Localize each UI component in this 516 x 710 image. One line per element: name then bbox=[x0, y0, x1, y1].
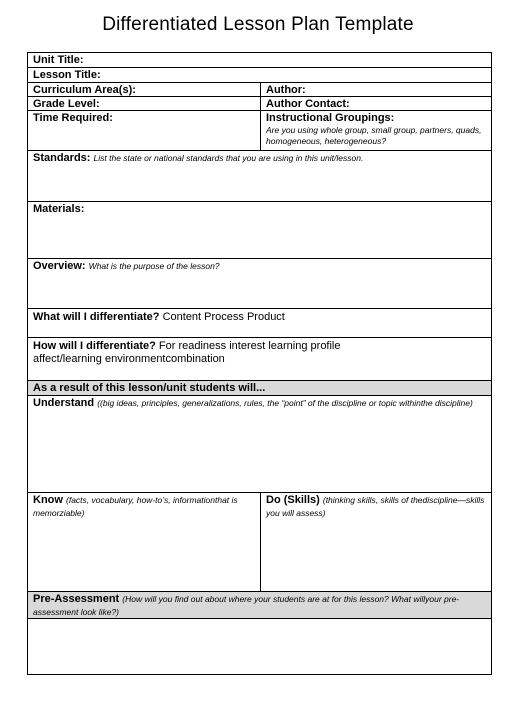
know-do-row bbox=[28, 493, 491, 592]
author-label[interactable]: Author: bbox=[266, 84, 306, 96]
do-skills-cell[interactable] bbox=[261, 493, 491, 591]
result-header-row bbox=[28, 381, 491, 396]
result-header-label: As a result of this lesson/unit students will... bbox=[33, 382, 266, 394]
differentiate-what-cell[interactable] bbox=[28, 309, 491, 337]
curriculum-label[interactable]: Curriculum Area(s): bbox=[28, 83, 261, 96]
unit-title-label[interactable]: Unit Title: bbox=[33, 54, 84, 66]
time-required-label: Time Required: bbox=[33, 112, 113, 124]
know-label: Know bbox=[33, 494, 63, 506]
differentiate-how-row bbox=[28, 338, 491, 381]
understand-cell[interactable] bbox=[28, 396, 491, 492]
author-contact-label[interactable]: Author Contact: bbox=[266, 98, 350, 110]
understand-label: Understand bbox=[33, 397, 95, 409]
lesson-plan-table bbox=[27, 52, 492, 675]
lesson-title-label[interactable]: Lesson Title: bbox=[33, 69, 101, 81]
differentiate-what-label: What will I differentiate? bbox=[33, 311, 160, 323]
overview-cell[interactable] bbox=[28, 259, 491, 308]
time-required-cell[interactable] bbox=[28, 111, 261, 150]
know-cell[interactable] bbox=[28, 493, 261, 591]
standards-cell[interactable] bbox=[28, 151, 491, 201]
grade-row bbox=[28, 97, 491, 111]
overview-row bbox=[28, 259, 491, 309]
unit-title-row bbox=[28, 53, 491, 68]
do-skills-label: Do (Skills) bbox=[266, 494, 320, 506]
differentiate-what-options: Content Process Product bbox=[162, 311, 285, 323]
differentiate-how-cell[interactable] bbox=[28, 338, 491, 380]
curriculum-row bbox=[28, 83, 491, 97]
standards-hint: List the state or national standards that you are using in this unit/lesson. bbox=[93, 153, 364, 163]
preassessment-answer-cell[interactable] bbox=[28, 619, 491, 674]
differentiate-how-label: How will I differentiate? bbox=[33, 340, 156, 352]
materials-cell[interactable] bbox=[28, 202, 491, 258]
standards-label: Standards: bbox=[33, 152, 91, 164]
preassessment-header-row bbox=[28, 592, 491, 619]
differentiate-what-row bbox=[28, 309, 491, 338]
page-title: Differentiated Lesson Plan Template bbox=[102, 14, 414, 35]
groupings-cell[interactable] bbox=[261, 111, 491, 150]
materials-row bbox=[28, 202, 491, 259]
understand-row bbox=[28, 396, 491, 493]
time-row bbox=[28, 111, 491, 151]
materials-label: Materials: bbox=[33, 203, 85, 215]
groupings-hint: Are you using whole group, small group, partners, quads, homogeneous, heterogeneous? bbox=[266, 125, 482, 146]
preassessment-hint: (How will you find out about where your students are at for this lesson? What willyour pre-assessment look like?) bbox=[33, 594, 460, 617]
groupings-label: Instructional Groupings: bbox=[266, 112, 395, 124]
do-skills-hint: (thinking skills, skills of thediscipline—skills you will assess) bbox=[266, 495, 485, 518]
overview-label: Overview: bbox=[33, 260, 86, 272]
differentiate-how-options-line1: For readiness interest learning profile bbox=[158, 340, 341, 352]
lesson-title-row bbox=[28, 68, 491, 83]
understand-hint: ((big ideas, principles, generalizations, rules, the “point” of the discipline or topic withinthe discipline) bbox=[97, 398, 473, 408]
standards-row bbox=[28, 151, 491, 202]
preassessment-label: Pre-Assessment bbox=[33, 593, 120, 605]
know-hint: (facts, vocabulary, how-to’s, informationthat is memorziable) bbox=[33, 495, 238, 518]
differentiate-how-options-line2: affect/learning environmentcombination bbox=[33, 353, 225, 365]
overview-hint: What is the purpose of the lesson? bbox=[88, 261, 220, 271]
preassessment-cell bbox=[28, 592, 491, 618]
preassessment-answer-row bbox=[28, 619, 491, 674]
grade-level-label[interactable]: Grade Level: bbox=[28, 97, 261, 110]
